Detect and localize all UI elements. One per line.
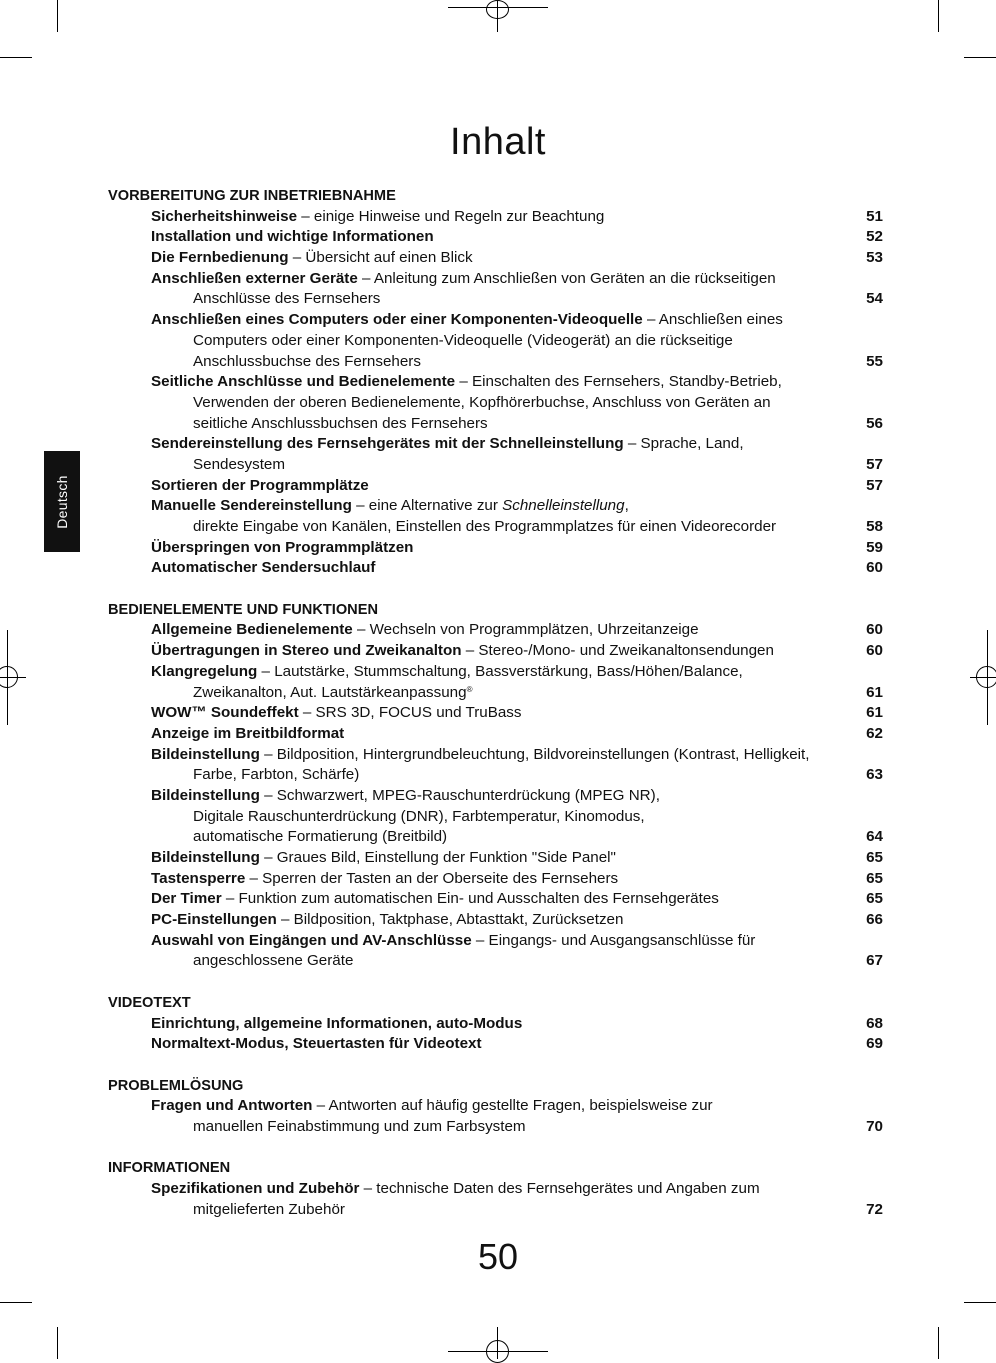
toc-entry bbox=[108, 1034, 886, 1055]
toc-entry bbox=[108, 1179, 886, 1200]
entry-page-number: 51 bbox=[866, 207, 883, 225]
entry-title: Überspringen von Programmplätzen bbox=[151, 538, 414, 556]
entry-page-number: 54 bbox=[866, 290, 883, 308]
section-spacer bbox=[108, 1055, 886, 1076]
entry-title: Auswahl von Eingängen und AV-Anschlüsse bbox=[151, 931, 472, 949]
entry-continuation bbox=[108, 393, 886, 414]
toc-entry bbox=[108, 1014, 886, 1035]
entry-continuation-text: Verwenden der oberen Bedienelemente, Kopfhörerbuchse, Anschluss von Geräten an bbox=[193, 393, 771, 411]
entry-description: – Stereo-/Mono- und Zweikanaltonsendungen bbox=[461, 642, 774, 660]
entry-description: – Schwarzwert, MPEG-Rauschunterdrückung (MPEG NR), bbox=[259, 786, 660, 804]
entry-page-number: 59 bbox=[866, 538, 883, 556]
entry-continuation-text: Computers oder einer Komponenten-Videoquelle (Videogerät) an die rückseitige bbox=[193, 331, 733, 349]
section-title: INFORMATIONEN bbox=[108, 1160, 231, 1177]
entry-continuation bbox=[108, 765, 886, 786]
section-spacer bbox=[108, 972, 886, 993]
entry-continuation-text: Sendesystem bbox=[193, 455, 286, 473]
entry-continuation-text: seitliche Anschlussbuchsen des Fernsehers bbox=[193, 414, 488, 432]
entry-description: – SRS 3D, FOCUS und TruBass bbox=[298, 704, 522, 722]
entry-title: Bildeinstellung bbox=[151, 786, 260, 804]
toc-entry bbox=[108, 310, 886, 331]
entry-page-number: 68 bbox=[866, 1014, 883, 1032]
toc-entry bbox=[108, 476, 886, 497]
entry-page-number: 66 bbox=[866, 911, 883, 929]
section-title: BEDIENELEMENTE UND FUNKTIONEN bbox=[108, 601, 378, 618]
toc-entry bbox=[108, 558, 886, 579]
entry-description: – Sperren der Tasten an der Oberseite des Fernsehers bbox=[245, 869, 619, 887]
entry-title: Sicherheitshinweise bbox=[151, 207, 298, 225]
toc-entry bbox=[108, 910, 886, 931]
entry-page-number: 53 bbox=[866, 249, 883, 267]
language-tab-label: Deutsch bbox=[54, 474, 70, 529]
entry-continuation bbox=[108, 951, 886, 972]
entry-title: WOW™ Soundeffekt bbox=[151, 704, 299, 722]
entry-continuation bbox=[108, 352, 886, 373]
entry-page-number: 61 bbox=[866, 683, 883, 701]
toc-entry bbox=[108, 207, 886, 228]
entry-continuation-text: Zweikanalton, Aut. Lautstärkeanpassung® bbox=[193, 683, 473, 701]
entry-title: Spezifikationen und Zubehör bbox=[151, 1180, 360, 1197]
entry-description: – Bildposition, Hintergrundbeleuchtung, Bildvoreinstellungen (Kontrast, Helligkeit, bbox=[259, 745, 810, 763]
entry-title: Anschließen externer Geräte bbox=[151, 269, 358, 287]
toc-entry bbox=[108, 786, 886, 807]
entry-description: – Eingangs- und Ausgangsanschlüsse für bbox=[471, 931, 756, 949]
section-title: VORBEREITUNG ZUR INBETRIEBNAHME bbox=[108, 188, 396, 204]
toc-entry bbox=[108, 248, 886, 269]
entry-title: Anzeige im Breitbildformat bbox=[151, 724, 345, 742]
entry-description: – Bildposition, Taktphase, Abtasttakt, Zurücksetzen bbox=[276, 911, 624, 929]
entry-continuation-text: Farbe, Farbton, Schärfe) bbox=[193, 766, 360, 784]
toc-entry bbox=[108, 745, 886, 766]
entry-title: Sortieren der Programmplätze bbox=[151, 476, 369, 494]
entry-page-number: 55 bbox=[866, 352, 883, 370]
entry-continuation bbox=[108, 455, 886, 476]
entry-continuation-text: automatische Formatierung (Breitbild) bbox=[193, 828, 448, 846]
entry-title: PC-Einstellungen bbox=[151, 911, 277, 929]
entry-continuation-text: manuellen Feinabstimmung und zum Farbsystem bbox=[193, 1117, 526, 1135]
entry-title: Normaltext-Modus, Steuertasten für Videotext bbox=[151, 1035, 482, 1053]
entry-page-number: 63 bbox=[866, 766, 883, 784]
toc-entry bbox=[108, 724, 886, 745]
entry-page-number: 64 bbox=[866, 828, 883, 846]
entry-continuation bbox=[108, 1200, 886, 1221]
entry-continuation bbox=[108, 331, 886, 352]
table-of-contents bbox=[108, 186, 886, 1220]
entry-page-number: 62 bbox=[866, 724, 883, 742]
entry-title: Einrichtung, allgemeine Informationen, auto-Modus bbox=[151, 1014, 523, 1032]
entry-continuation-text: Digitale Rauschunterdrückung (DNR), Farbtemperatur, Kinomodus, bbox=[193, 807, 645, 825]
toc-entry bbox=[108, 662, 886, 683]
entry-continuation-text: direkte Eingabe von Kanälen, Einstellen des Programmplatzes für einen Videorecorder bbox=[193, 518, 777, 535]
entry-title: Bildeinstellung bbox=[151, 849, 260, 866]
entry-continuation bbox=[108, 289, 886, 310]
toc-entry bbox=[108, 372, 886, 393]
entry-page-number: 56 bbox=[866, 414, 883, 432]
entry-title: Allgemeine Bedienelemente bbox=[151, 621, 353, 639]
entry-description: – eine Alternative zur bbox=[351, 497, 503, 515]
entry-page-number: 65 bbox=[866, 849, 883, 866]
entry-page-number: 60 bbox=[866, 559, 883, 577]
toc-entry bbox=[108, 1096, 886, 1117]
entry-title: Bildeinstellung bbox=[151, 745, 260, 763]
entry-description: – Graues Bild, Einstellung der Funktion "Side Panel" bbox=[259, 849, 616, 866]
entry-title: Seitliche Anschlüsse und Bedienelemente bbox=[151, 373, 456, 391]
entry-page-number: 61 bbox=[866, 704, 883, 722]
page-title: Inhalt bbox=[450, 121, 546, 164]
toc-entry bbox=[108, 496, 886, 517]
entry-description-tail: , bbox=[624, 497, 629, 515]
entry-description: – Lautstärke, Stummschaltung, Bassverstärkung, Bass/Höhen/Balance, bbox=[257, 662, 743, 680]
entry-description: – Sprache, Land, bbox=[623, 435, 744, 453]
entry-title: Fragen und Antworten bbox=[151, 1097, 313, 1115]
entry-continuation-text: angeschlossene Geräte bbox=[193, 952, 354, 970]
entry-title: Installation und wichtige Informationen bbox=[151, 228, 434, 246]
entry-continuation bbox=[108, 517, 886, 538]
toc-entry bbox=[108, 931, 886, 952]
entry-page-number: 52 bbox=[866, 228, 883, 246]
entry-description: – Wechseln von Programmplätzen, Uhrzeitanzeige bbox=[352, 621, 699, 639]
entry-page-number: 70 bbox=[866, 1117, 883, 1135]
toc-entry bbox=[108, 620, 886, 641]
entry-page-number: 72 bbox=[866, 1200, 883, 1218]
toc-entry bbox=[108, 434, 886, 455]
entry-continuation bbox=[108, 827, 886, 848]
section-spacer bbox=[108, 1138, 886, 1159]
entry-continuation bbox=[108, 414, 886, 435]
language-tab bbox=[44, 451, 80, 552]
entry-title: Anschließen eines Computers oder einer Komponenten-Videoquelle bbox=[151, 311, 643, 329]
toc-entry bbox=[108, 538, 886, 559]
section-spacer bbox=[108, 579, 886, 600]
entry-description-italic: Schnelleinstellung bbox=[502, 497, 625, 515]
entry-continuation-text: mitgelieferten Zubehör bbox=[193, 1200, 345, 1218]
toc-entry bbox=[108, 848, 886, 869]
entry-continuation bbox=[108, 1117, 886, 1138]
toc-entry bbox=[108, 703, 886, 724]
entry-continuation-text: Anschlüsse des Fernsehers bbox=[193, 290, 381, 308]
entry-page-number: 60 bbox=[866, 642, 883, 660]
entry-description: – Antworten auf häufig gestellte Fragen, beispielsweise zur bbox=[312, 1097, 713, 1115]
entry-description: – einige Hinweise und Regeln zur Beachtung bbox=[297, 207, 605, 225]
entry-title: Die Fernbedienung bbox=[151, 249, 289, 267]
entry-description: – Anschließen eines bbox=[642, 311, 783, 329]
entry-page-number: 69 bbox=[866, 1035, 883, 1053]
section-title: PROBLEMLÖSUNG bbox=[108, 1077, 244, 1094]
toc-entry bbox=[108, 641, 886, 662]
toc-entry bbox=[108, 227, 886, 248]
entry-page-number: 57 bbox=[866, 476, 883, 494]
entry-title: Übertragungen in Stereo und Zweikanalton bbox=[151, 642, 462, 660]
entry-continuation bbox=[108, 683, 886, 704]
entry-description: – Anleitung zum Anschließen von Geräten an die rückseitigen bbox=[357, 269, 776, 287]
entry-page-number: 65 bbox=[866, 890, 883, 908]
entry-title: Manuelle Sendereinstellung bbox=[151, 497, 352, 515]
entry-title: Tastensperre bbox=[151, 869, 246, 887]
entry-page-number: 67 bbox=[866, 952, 883, 970]
entry-description: – Übersicht auf einen Blick bbox=[288, 249, 473, 267]
entry-title: Klangregelung bbox=[151, 662, 258, 680]
entry-continuation-text: Anschlussbuchse des Fernsehers bbox=[193, 352, 421, 370]
entry-page-number: 65 bbox=[866, 869, 883, 887]
toc-entry bbox=[108, 869, 886, 890]
registered-mark: ® bbox=[466, 684, 473, 694]
entry-description: – technische Daten des Fernsehgerätes und Angaben zum bbox=[359, 1180, 760, 1197]
toc-entry bbox=[108, 889, 886, 910]
entry-page-number: 58 bbox=[866, 518, 883, 535]
entry-page-number: 60 bbox=[866, 621, 883, 639]
entry-title: Sendereinstellung des Fernsehgerätes mit der Schnelleinstellung bbox=[151, 435, 624, 453]
entry-continuation bbox=[108, 807, 886, 828]
page-number: 50 bbox=[477, 1236, 519, 1277]
toc-entry bbox=[108, 269, 886, 290]
entry-description: – Funktion zum automatischen Ein- und Ausschalten des Fernsehgerätes bbox=[221, 890, 719, 908]
entry-page-number: 57 bbox=[866, 455, 883, 473]
entry-title: Der Timer bbox=[151, 890, 222, 908]
section-title: VIDEOTEXT bbox=[108, 994, 191, 1011]
entry-title: Automatischer Sendersuchlauf bbox=[151, 559, 376, 577]
entry-description: – Einschalten des Fernsehers, Standby-Betrieb, bbox=[455, 373, 782, 391]
